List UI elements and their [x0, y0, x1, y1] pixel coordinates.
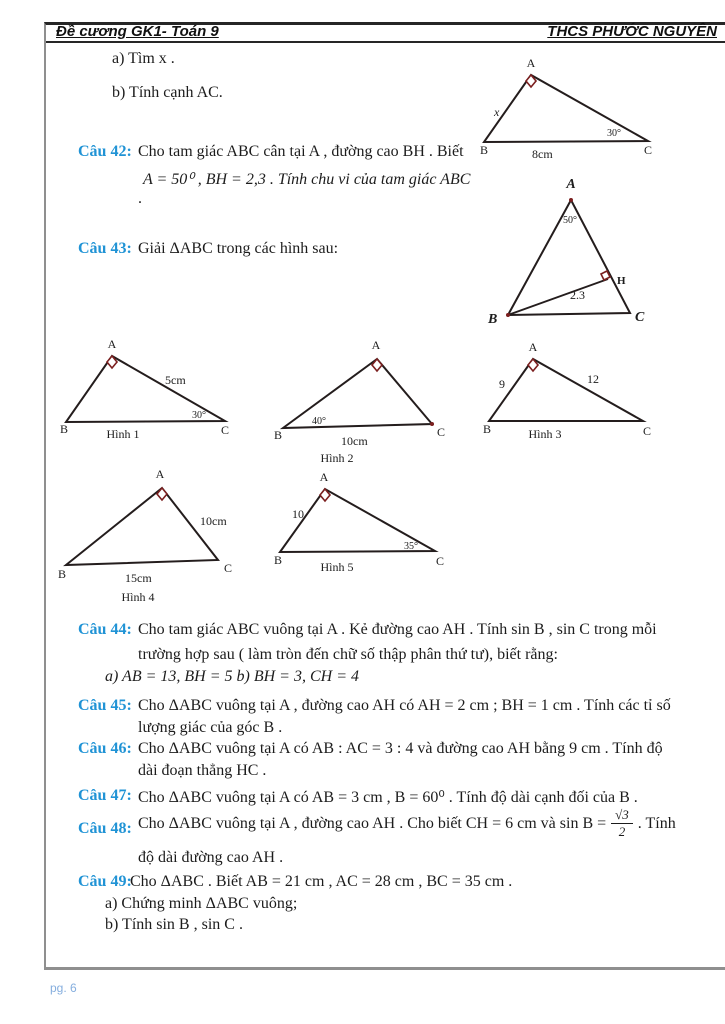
problem-q46-label: Câu 46: — [78, 740, 132, 757]
vertex-b-label: B — [57, 567, 67, 581]
figure-caption: Hình 3 — [528, 427, 562, 441]
vertex-b-dot — [506, 313, 510, 317]
vertex-a-label: A — [566, 177, 576, 192]
triangle-figure-hinh4 — [40, 465, 260, 610]
figure-caption: Hình 1 — [106, 427, 140, 441]
figure-caption: Hình 2 — [320, 451, 354, 465]
vertex-c-dot — [430, 422, 434, 426]
figure-caption: Hình 4 — [121, 590, 155, 604]
vertex-b-label: B — [273, 428, 283, 442]
triangle-figure-hinh2 — [265, 335, 485, 465]
side-ac-label: 12 — [587, 372, 599, 386]
vertex-a-label: A — [319, 470, 329, 484]
problem-q43-label: Câu 43: — [78, 240, 132, 257]
triangle-outline — [484, 75, 648, 142]
q48-text-after-fraction: . Tính — [637, 814, 676, 832]
problem-q44-line-2: trường hợp sau ( làm tròn đến chữ số thập phân thứ tư), biết rằng: — [138, 646, 558, 663]
q48-fraction-numerator: √3 — [611, 808, 633, 824]
vertex-c-label: C — [436, 425, 446, 439]
segment-bh-length: 2.3 — [570, 288, 585, 302]
intro-item-b: b) Tính cạnh AC. — [112, 84, 223, 101]
vertex-b-label: B — [482, 422, 492, 436]
base-label: 8cm — [532, 147, 553, 161]
angle-c-label: 30° — [192, 410, 206, 421]
problem-q42-line-1: Cho tam giác ABC cân tại A , đường cao BH . Biết — [138, 143, 464, 160]
problem-q49-line-2: a) Chứng minh ΔABC vuông; — [105, 895, 298, 912]
vertex-a-label: A — [528, 340, 538, 354]
vertex-c-label: C — [643, 143, 653, 157]
page-header — [46, 23, 725, 43]
problem-q48-label: Câu 48: — [78, 820, 132, 837]
vertex-c-label: C — [435, 554, 445, 568]
vertex-b-label: B — [59, 422, 69, 436]
header-left-title: Đề cương GK1- Toán 9 — [56, 23, 219, 40]
side-ab-label: 9 — [499, 377, 505, 391]
problem-q49-line-3: b) Tính sin B , sin C . — [105, 916, 243, 933]
vertex-b-label: B — [479, 143, 489, 157]
problem-q42-line-2: A = 50⁰ , BH = 2,3 . Tính chu vi của tam giác ABC — [143, 171, 471, 188]
problem-q49-line-1: Cho ΔABC . Biết AB = 21 cm , AC = 28 cm , BC = 35 cm . — [130, 873, 513, 890]
point-h-label: H — [617, 275, 626, 287]
q48-fraction-denominator: 2 — [618, 824, 626, 840]
vertex-a-label: A — [107, 337, 117, 351]
triangle-figure-q42 — [480, 170, 695, 335]
problem-q43-line-1: Giải ΔABC trong các hình sau: — [138, 240, 339, 257]
angle-c-label: 35° — [404, 541, 418, 552]
problem-q45-line-1: Cho ΔABC vuông tại A , đường cao AH có AH = 2 cm ; BH = 1 cm . Tính các tỉ số — [138, 697, 671, 714]
problem-q47-line-1: Cho ΔABC vuông tại A có AB = 3 cm , B = 60⁰ . Tính độ dài cạnh đối của B . — [138, 789, 638, 806]
header-right-title: THCS PHƯỚC NGUYÊN — [547, 23, 717, 40]
problem-q49-label: Câu 49: — [78, 873, 132, 890]
triangle-outline — [66, 488, 218, 565]
problem-q44-label: Câu 44: — [78, 621, 132, 638]
q48-fraction — [611, 808, 633, 840]
side-ab-label: 10 — [292, 507, 304, 521]
side-ac-label: 10cm — [200, 514, 227, 528]
triangle-figure-hinh5 — [270, 470, 460, 580]
vertex-b-label: B — [488, 312, 498, 327]
base-label: 15cm — [125, 571, 152, 585]
problem-q45-label: Câu 45: — [78, 697, 132, 714]
triangle-figure-x — [460, 55, 695, 165]
side-ab-label: x — [494, 105, 500, 119]
angle-b-label: 40° — [312, 416, 326, 427]
vertex-a-dot — [569, 198, 573, 202]
problem-q45-line-2: lượng giác của góc B . — [138, 719, 283, 736]
problem-q46-line-1: Cho ΔABC vuông tại A có AB : AC = 3 : 4 và đường cao AH bằng 9 cm . Tính độ — [138, 740, 663, 757]
problem-q47-label: Câu 47: — [78, 787, 132, 804]
triangle-figure-hinh3 — [475, 335, 695, 445]
side-ac-label: 5cm — [165, 373, 186, 387]
problem-q44-line-1: Cho tam giác ABC vuông tại A . Kẻ đường cao AH . Tính sin B , sin C trong mỗi — [138, 621, 657, 638]
problem-q44-line-3: a) AB = 13, BH = 5 b) BH = 3, CH = 4 — [105, 668, 359, 685]
triangle-outline — [283, 359, 432, 428]
triangle-figure-hinh1 — [50, 335, 283, 445]
problem-q48-line-2: độ dài đường cao AH . — [138, 849, 284, 866]
problem-q42-line-3: . — [138, 190, 142, 207]
angle-c-label: 30° — [607, 128, 621, 139]
vertex-c-label: C — [635, 310, 645, 325]
angle-a-label: 50° — [563, 215, 577, 226]
triangle-outline — [489, 359, 643, 421]
vertex-a-label: A — [371, 338, 381, 352]
altitude-bh-segment — [508, 279, 608, 315]
vertex-a-label: A — [526, 56, 536, 70]
figure-caption: Hình 5 — [320, 560, 354, 574]
vertex-c-label: C — [223, 561, 233, 575]
vertex-c-label: C — [642, 424, 652, 438]
intro-item-a: a) Tìm x . — [112, 50, 175, 67]
problem-q42-label: Câu 42: — [78, 143, 132, 160]
vertex-b-label: B — [273, 553, 283, 567]
page-number: pg. 6 — [50, 981, 77, 995]
problem-q48-line-1 — [138, 808, 676, 840]
vertex-a-label: A — [155, 467, 165, 481]
problem-q46-line-2: dài đoạn thẳng HC . — [138, 762, 267, 779]
q48-text-before-fraction: Cho ΔABC vuông tại A , đường cao AH . Cho biết CH = 6 cm và sin B = — [138, 814, 607, 832]
base-label: 10cm — [341, 434, 368, 448]
vertex-c-label: C — [220, 423, 230, 437]
